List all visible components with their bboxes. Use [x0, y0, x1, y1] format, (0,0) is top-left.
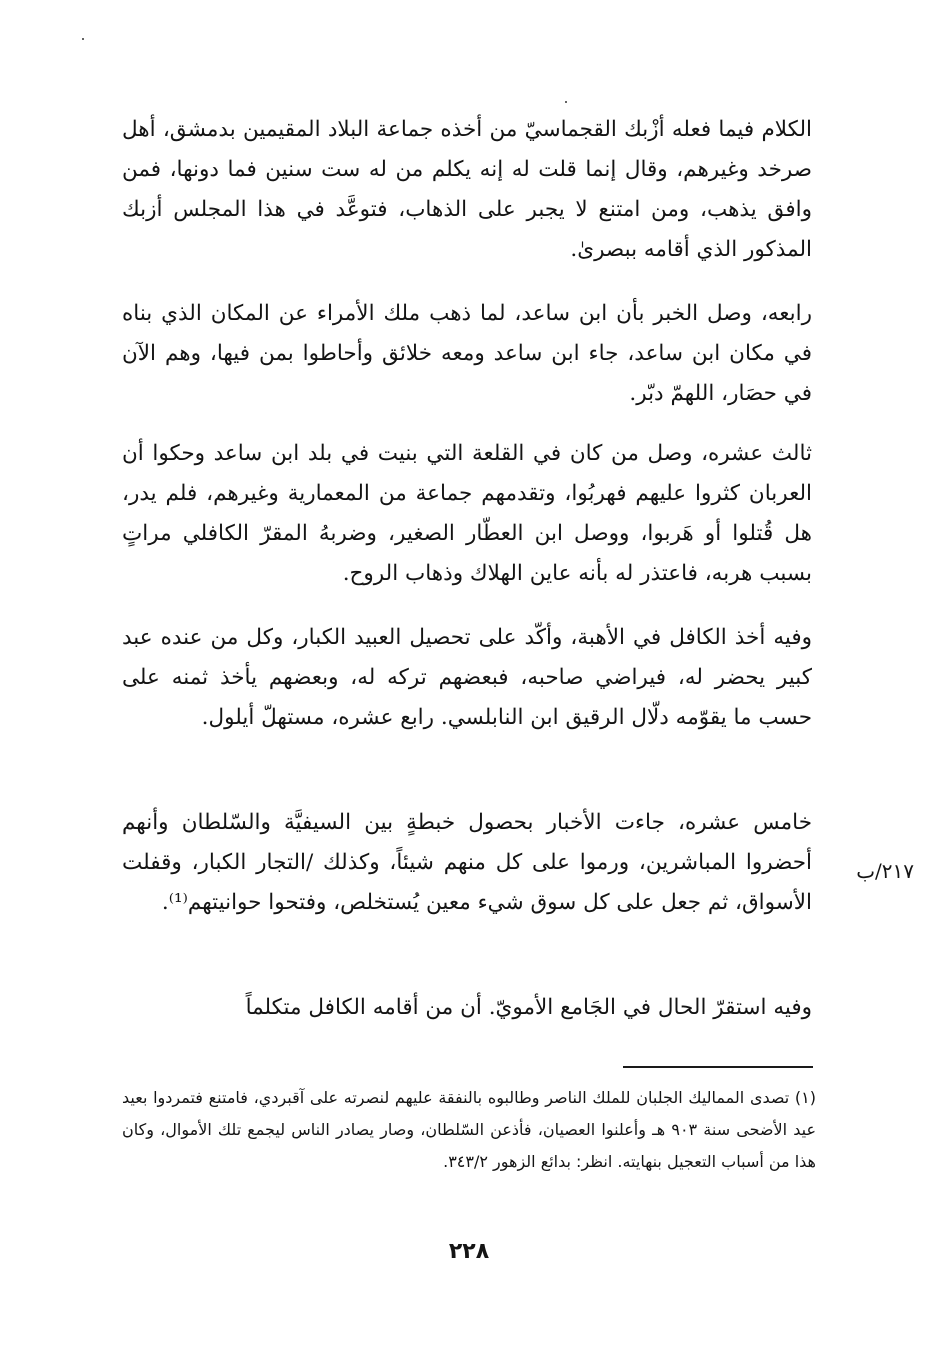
body-paragraph: وفيه استقرّ الحال في الجَامع الأمويّ. أن من أقامه الكافل متكلماً	[245, 995, 812, 1020]
body-paragraph: ثالث عشره، وصل من كان في القلعة التي بنيت في بلد ابن ساعد وحكوا أن العربان كثروا عليهم فهربُوا، وتقدمهم جماعة من المعمارية وغيرهم، فلم يدر، هل قُتلوا أو هَربوا، ووصل ابن العطّار الصغير، وضربهُ المقرّ الكافلي مراتٍ بسبب هربه، فاعتذر له بأنه عاين الهلاك وذهاب الروح.	[122, 441, 812, 586]
body-paragraph: خامس عشره، جاءت الأخبار بحصول خبطةٍ بين السيفيَّة والسّلطان وأنهم أحضروا المباشرين، ورموا على كل منهم شيئاً، وكذلك /التجار الكبار، وقفلت الأسواق، ثم جعل على كل سوق شيء معين يُستخلص، وفتحوا حوانيتهم⁽¹⁾.	[122, 810, 812, 915]
footnote: (١) تصدى المماليك الجلبان للملك الناصر وطالبوه بالنفقة عليهم لنصرته على آقبردي، فامتنع فتمردوا بعيد عيد الأضحى سنة ٩٠٣ هـ وأعلنوا العصيان، فأذعن السّلطان، وصار يصادر الناس ليجمع تلك الأموال، وكان هذا من أسباب التعجيل بنهايته. انظر: بدائع الزهور ٣٤٣/٢.	[122, 1088, 816, 1171]
body-paragraph: رابعه، وصل الخبر بأن ابن ساعد، لما ذهب ملك الأمراء عن المكان الذي بناه في مكان ابن ساعد، جاء ابن ساعد ومعه خلائق وأحاطوا بمن فيها، وهم الآن في حصَار، اللهمّ دبّر.	[122, 301, 812, 406]
manuscript-folio-note: ٢١٧/ب	[856, 859, 914, 883]
scan-speck	[82, 38, 84, 40]
body-paragraph: الكلام فيما فعله أزْبك القجماسيّ من أخذه جماعة البلاد المقيمين بدمشق، أهل صرخد وغيرهم، وقال إنما قلت له إنه يكلم من له ست سنين فما دونها، فمن وافق يذهب، ومن امتنع لا يجبر على الذهاب، فتوعَّد في هذا المجلس أزبك المذكور الذي أقامه ببصرىٰ.	[122, 117, 812, 262]
page-number: ٢٢٨	[448, 1239, 490, 1264]
body-paragraph: وفيه أخذ الكافل في الأهبة، وأكّد على تحصيل العبيد الكبار، وكل من عنده عبد كبير يحضر له، فيراضي صاحبه، فبعضهم تركه له، وبعضهم يأخذ ثمنه على حسب ما يقوّمه دلّال الرقيق ابن النابلسي. رابع عشره، مستهلّ أيلول.	[122, 625, 812, 730]
scan-speck	[565, 101, 567, 103]
footnote-divider	[623, 1066, 813, 1068]
